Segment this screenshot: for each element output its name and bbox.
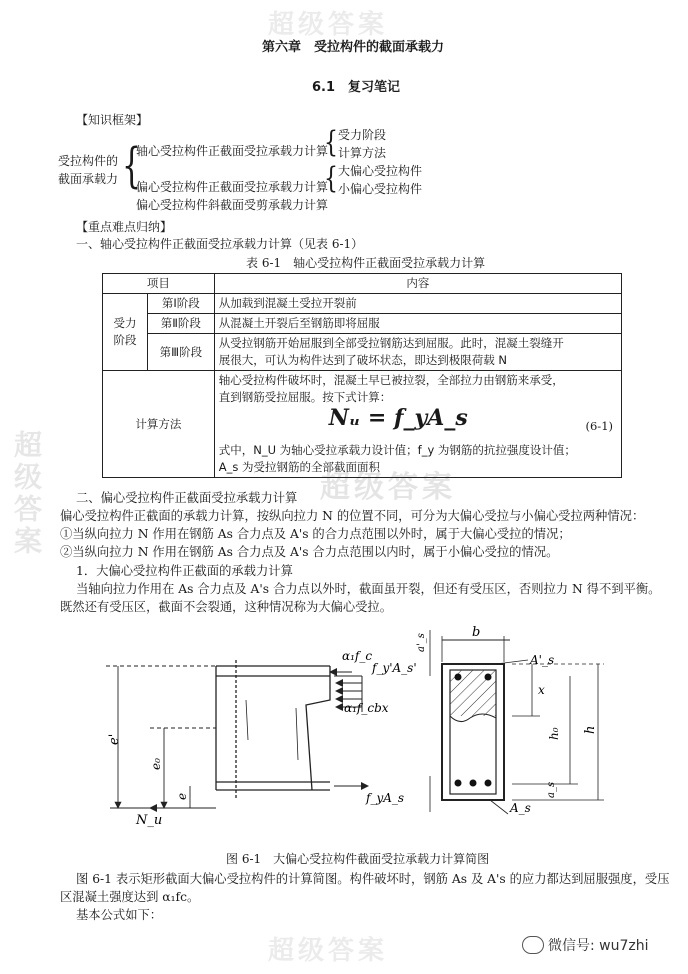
label-alpha1-fc-bx: α₁f_cbx	[344, 701, 389, 715]
wechat-account: 微信号: wu7zhi	[548, 938, 649, 954]
label-alpha1-fc: α₁f_c	[342, 649, 373, 663]
section2-line2: ①当纵向拉力 N 作用在钢筋 As 合力点及 A's 的合力点范围以外时，属于大偏心受拉的情况；	[60, 527, 571, 541]
section2-para-line2: 既然还有受压区，截面不会裂通，这种情况称为大偏心受拉。	[60, 600, 393, 614]
leaf-method: 计算方法	[338, 146, 387, 160]
watermark-bottom: 超级答案	[268, 936, 389, 966]
formula-6-1: Nᵤ = f_yA_s	[328, 405, 468, 431]
section2-line3: ②当纵向拉力 N 作用在钢筋 As 合力点及 A's 合力点范围以内时，属于小偏心受拉的情况。	[60, 545, 559, 559]
stage-group-line1: 受力	[113, 316, 137, 330]
method-line1: 轴心受拉构件破坏时，混凝土早已被拉裂，全部拉力由钢筋来承受，	[218, 373, 564, 387]
method-note-line1: 式中，N_U 为轴心受拉承载力设计值；f_y 为钢筋的抗拉强度设计值；	[218, 443, 576, 457]
figure-caption: 图 6-1 大偏心受拉构件截面受拉承载力计算简图	[226, 852, 490, 866]
wechat-icon	[522, 936, 544, 954]
section-title: 6.1 复习笔记	[312, 80, 401, 95]
table-caption: 表 6-1 轴心受拉构件正截面受拉承载力计算	[246, 256, 486, 270]
label-b: b	[472, 625, 481, 640]
section2-line1: 偏心受拉构件正截面的承载力计算，按纵向拉力 N 的位置不同，可分为大偏心受拉与小偏心受拉两种情况：	[60, 509, 645, 523]
stage-3-line2: 展很大，可认为构件达到了破坏状态，即达到极限荷载 N	[218, 353, 507, 367]
key-points-heading: 【重点难点归纳】	[76, 220, 173, 234]
framework-heading: 【知识框架】	[76, 113, 149, 127]
label-Nu: N_u	[136, 813, 163, 828]
label-as: a_s	[546, 781, 557, 798]
item1-heading: 一、轴心受拉构件正截面受拉承载力计算（见表 6-1）	[76, 237, 364, 251]
brace-axial: {	[324, 127, 338, 160]
section2-subheading: 1．大偏心受拉构件正截面的承载力计算	[76, 564, 293, 578]
stage-3-name: 第Ⅲ阶段	[148, 334, 215, 371]
chapter-title: 第六章 受拉构件的截面承载力	[262, 40, 445, 55]
stage-2-content: 从混凝土开裂后至钢筋即将屈服	[214, 314, 621, 334]
label-h: h	[583, 725, 598, 734]
framework-root-line1: 受拉构件的	[58, 154, 119, 168]
leaf-large-eccentric: 大偏心受拉构件	[338, 164, 423, 178]
section2-para-line1: 当轴向拉力作用在 As 合力点及 A's 合力点以外时，截面虽开裂，但还有受压区，否则拉力 N 得不到平衡。	[76, 582, 661, 596]
label-x: x	[538, 683, 545, 697]
label-e: e	[175, 792, 189, 800]
stage-2-name: 第Ⅱ阶段	[148, 314, 215, 334]
label-As: A_s	[510, 801, 531, 815]
framework-branch-eccentric: 偏心受拉构件正截面受拉承载力计算	[136, 180, 329, 194]
label-e0: e₀	[149, 758, 163, 770]
section2-heading: 二、偏心受拉构件正截面受拉承载力计算	[76, 491, 298, 505]
leaf-small-eccentric: 小偏心受拉构件	[338, 182, 423, 196]
table-header-item: 项目	[103, 274, 215, 294]
basic-formula-label: 基本公式如下：	[76, 908, 163, 922]
stage-3-line1: 从受拉钢筋开始屈服到全部受拉钢筋达到屈服。此时，混凝土裂缝开	[218, 336, 564, 350]
framework-root-line2: 截面承载力	[58, 172, 119, 186]
table-header-content: 内容	[214, 274, 621, 294]
label-h0: h₀	[547, 727, 561, 740]
method-note-line2: A_s 为受拉钢筋的全部截面面积	[218, 460, 380, 474]
brace-root: {	[122, 138, 142, 195]
label-as-prime: a'_s	[416, 633, 427, 652]
watermark-left: 超级答案	[10, 430, 43, 558]
formula-number: (6-1)	[585, 419, 613, 433]
watermark-top: 超级答案	[268, 10, 389, 40]
method-label: 计算方法	[103, 371, 215, 478]
watermark-middle: 超级答案	[320, 470, 456, 505]
framework-branch-axial: 轴心受拉构件正截面受拉承载力计算	[136, 144, 329, 158]
method-line2: 直到钢筋受拉屈服。按下式计算：	[218, 390, 392, 404]
stage-1-name: 第Ⅰ阶段	[148, 294, 215, 314]
leaf-stage: 受力阶段	[338, 128, 387, 142]
label-fy-As-prime: f_y'A_s'	[372, 661, 417, 675]
label-e-prime: e'	[107, 733, 122, 745]
label-fy-As: f_yA_s	[366, 791, 405, 805]
closing-line2: 区混凝土强度达到 α₁fc。	[60, 890, 200, 904]
brace-eccentric: {	[324, 163, 338, 196]
stage-group-line2: 阶段	[113, 333, 137, 347]
label-As-prime: A'_s	[530, 653, 555, 667]
framework-branch-shear: 偏心受拉构件斜截面受剪承载力计算	[136, 198, 329, 212]
stage-1-content: 从加载到混凝土受拉开裂前	[214, 294, 621, 314]
closing-line1: 图 6-1 表示矩形截面大偏心受拉构件的计算简图。构件破坏时，钢筋 As 及 A's 的应力都达到屈服强度，受压	[76, 872, 670, 886]
